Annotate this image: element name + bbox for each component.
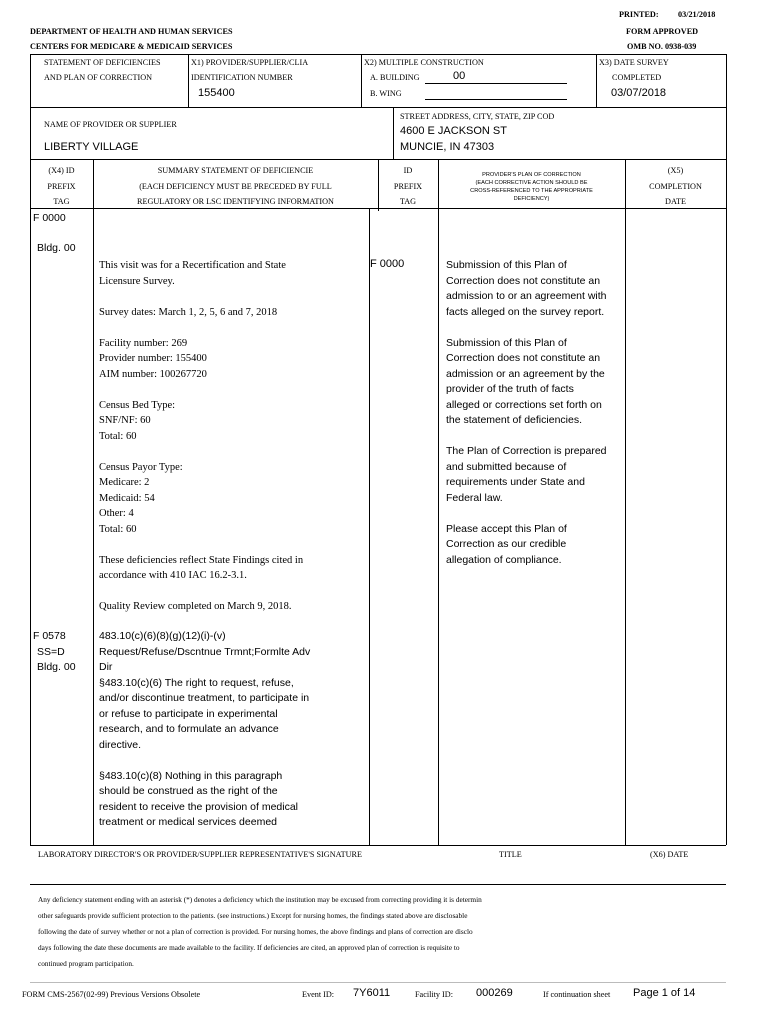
building-value: 00 [453,70,466,82]
plan-para: Please accept this Plan of Correction as our credible allegation of compliance. [446,522,567,566]
continuation-label: If continuation sheet [543,990,611,999]
disclaimer-line: following the date of survey whether or not a plan of correction is provided. For nursing homes, the above findings and plans of correction are disclo [38,927,473,936]
summary-para: This visit was for a Recertification and State Licensure Survey. [99,260,286,287]
id-label: ID [403,166,413,175]
disclaimer-line: Any deficiency statement ending with an asterisk (*) denotes a deficiency which the institution may be excused from correcting providing it is determin [38,895,482,904]
omb-number: OMB NO. 0938-039 [627,42,697,51]
department-name: DEPARTMENT OF HEALTH AND HUMAN SERVICES [30,27,233,36]
provider-name-label: NAME OF PROVIDER OR SUPPLIER [44,120,177,129]
address-city: MUNCIE, IN 47303 [400,141,495,153]
plan-header-1: PROVIDER'S PLAN OF CORRECTION [482,172,581,178]
survey-date: 03/07/2018 [611,87,667,99]
summary-para: Facility number: 269 Provider number: 155400 AIM number: 100267720 [99,337,207,380]
plan-para: The Plan of Correction is prepared and submitted because of requirements under State and Federal law. [446,445,607,504]
page-number: Page 1 of 14 [633,987,696,999]
statement-label-1: STATEMENT OF DEFICIENCIES [44,58,161,67]
summary-para: Survey dates: March 1, 2, 5, 6 and 7, 2018 [99,306,278,318]
plan-header-4: DEFICIENCY) [513,196,550,202]
disclaimer-line: continued program participation. [38,959,134,968]
x4-prefix-label: PREFIX [47,182,76,191]
tag-f0000: F 0000 [33,212,66,224]
signature-date-label: (X6) DATE [650,850,689,859]
summary-header-3: REGULATORY OR LSC IDENTIFYING INFORMATION [137,197,334,206]
printed-label: PRINTED: [619,10,659,19]
x5-label: (X5) [667,166,684,175]
centers-name: CENTERS FOR MEDICARE & MEDICAID SERVICES [30,42,233,51]
tag-scope-severity: SS=D [37,645,65,658]
address-street: 4600 E JACKSON ST [400,125,507,137]
plan-para: Submission of this Plan of Correction does not constitute an admission to or an agreement with facts alleged on the survey report. [446,259,607,318]
provider-number: 155400 [198,87,235,99]
plan-para: Submission of this Plan of Correction does not constitute an admission or an agreement by the provider of the truth of facts alleged or corrections set forth on the statement of deficiencies. [446,336,605,426]
x5-date-label: DATE [665,197,686,206]
tag-f0578: F 0578 [33,630,66,642]
event-id-label: Event ID: [302,990,335,999]
building-label: A. BUILDING [370,73,420,82]
plan-tag-f0000: F 0000 [370,258,405,270]
plan-of-correction-block [446,258,624,568]
provider-name: LIBERTY VILLAGE [44,141,139,153]
printed-date: 03/21/2018 [678,10,716,19]
x2-label: X2) MULTIPLE CONSTRUCTION [364,58,484,67]
summary-para: Census Payor Type: Medicare: 2 Medicaid: 54 Other: 4 Total: 60 [99,461,183,535]
x4-tag-label: TAG [53,197,70,206]
disclaimer-line: other safeguards provide sufficient protection to the patients. (see instructions.) Except for nursing homes, the findings stated above are disclosable [38,911,468,920]
summary-survey-block [99,258,367,615]
title-label: TITLE [499,850,522,859]
facility-id-label: Facility ID: [415,990,453,999]
director-signature-label: LABORATORY DIRECTOR'S OR PROVIDER/SUPPLIER REPRESENTATIVE'S SIGNATURE [38,850,362,859]
plan-header-2: (EACH CORRECTIVE ACTION SHOULD BE [475,180,588,186]
event-id-value: 7Y6011 [353,987,391,999]
building-tag-2: Bldg. 00 [37,661,76,673]
summary-header-2: (EACH DEFICIENCY MUST BE PRECEDED BY FULL [139,182,332,191]
x3-sublabel: COMPLETED [612,73,662,82]
summary-para: 483.10(c)(6)(8)(g)(12)(i)-(v) Request/Refuse/Dscntnue Trmnt;Formlte Adv Dir §483.10(c)(6) The right to request, refuse, and/or discontinue treatment, to participate in or refuse to participate in experimental research, and to formulate an advance directive. [99,630,311,751]
id-prefix-label: PREFIX [393,182,423,191]
x1-sublabel: IDENTIFICATION NUMBER [191,73,293,82]
summary-para: These deficiencies reflect State Findings cited in accordance with 410 IAC 16.2-3.1. [99,554,304,581]
facility-id-value: 000269 [476,987,513,999]
summary-para: Census Bed Type: SNF/NF: 60 Total: 60 [99,399,176,442]
summary-header-1: SUMMARY STATEMENT OF DEFICIENCIE [157,166,314,175]
summary-para: §483.10(c)(8) Nothing in this paragraph should be construed as the right of the resident to receive the provision of medical treatment or medical services deemed [99,769,299,828]
id-tag-label: TAG [399,197,417,206]
tag-f0578-block [33,629,91,676]
building-tag-1: Bldg. 00 [37,242,76,254]
summary-f0578-block [99,629,367,831]
x5-completion-label: COMPLETION [649,182,702,191]
address-label: STREET ADDRESS, CITY, STATE, ZIP COD [400,112,555,121]
wing-label: B. WING [370,89,402,98]
x4-id-label: (X4) ID [48,166,75,175]
plan-header-3: CROSS-REFERENCED TO THE APPROPRIATE [470,188,593,194]
disclaimer-line: days following the date these documents are made available to the facility. If deficiencies are cited, an approved plan of correction is requisite to [38,943,460,952]
x3-label: X3) DATE SURVEY [599,58,669,67]
form-approved: FORM APPROVED [626,27,699,36]
x1-label: X1) PROVIDER/SUPPLIER/CLIA [191,58,309,67]
summary-para: Quality Review completed on March 9, 2018. [99,601,292,612]
statement-label-2: AND PLAN OF CORRECTION [44,73,153,82]
form-number: FORM CMS-2567(02-99) Previous Versions Obsolete [22,990,201,999]
